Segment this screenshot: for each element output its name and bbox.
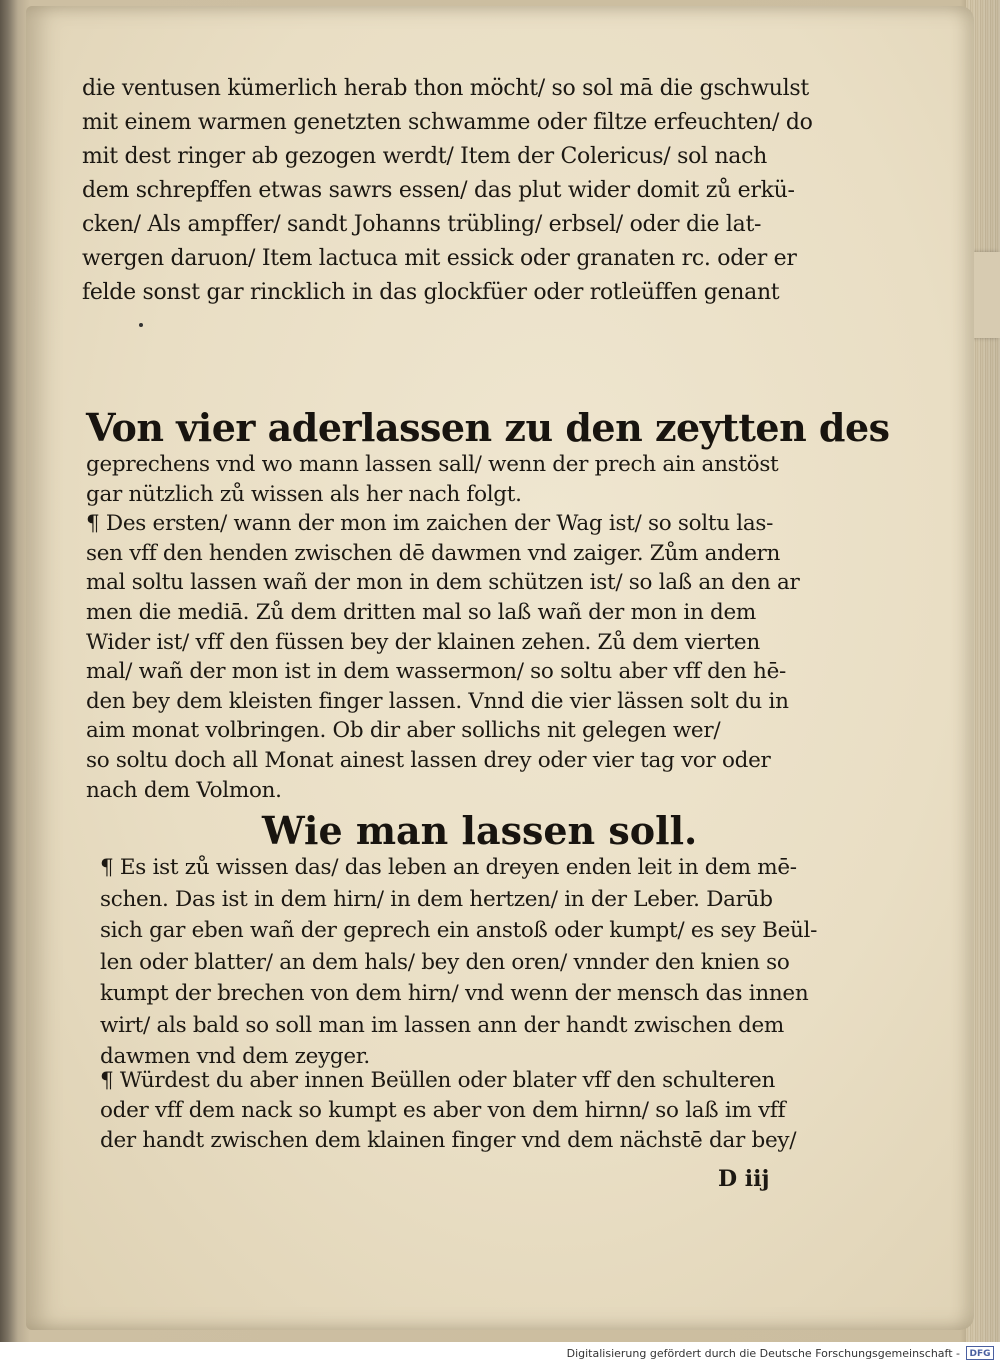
- paragraph-top: [82, 72, 822, 310]
- text-line: mit dest ringer ab gezogen werdt/ Item der Colericus/ sol nach: [82, 144, 768, 169]
- text-line: mal soltu lassen wañ der mon in dem schützen ist/ so laß an den ar: [86, 570, 800, 596]
- text-line: Wider ist/ vff den füssen bey der klainen zehen. Zů dem vierten: [86, 629, 760, 655]
- text-line: mal/ wañ der mon ist in dem wassermon/ so soltu aber vff den hē-: [86, 659, 786, 685]
- signature-mark: D iij: [718, 1166, 770, 1192]
- text-line: ¶ Des ersten/ wann der mon im zaichen der Wag ist/ so soltu las-: [86, 511, 774, 537]
- text-line: oder vff dem nack so kumpt es aber von dem hirnn/ so laß im vff: [100, 1098, 786, 1123]
- text-line: dem schrepffen etwas sawrs essen/ das plut wider domit zů erkü-: [82, 178, 795, 203]
- section-heading: Von vier aderlassen zu den zeytten des: [86, 405, 890, 450]
- text-line: der handt zwischen dem klainen finger vnd dem nächstē dar bey/: [100, 1128, 797, 1153]
- text-line: len oder blatter/ an dem hals/ bey den oren/ vnnder den knien so: [100, 949, 790, 975]
- dfg-logo: DFG: [966, 1346, 994, 1360]
- text-line: ¶ Würdest du aber innen Beüllen oder blater vff den schulteren: [100, 1068, 776, 1093]
- section-heading: Wie man lassen soll.: [262, 808, 698, 853]
- text-line: aim monat volbringen. Ob dir aber sollichs nit gelegen wer/: [86, 718, 721, 744]
- text-line: wirt/ als bald so soll man im lassen ann der handt zwischen dem: [100, 1012, 785, 1038]
- paragraph-beullen: [100, 1066, 840, 1156]
- text-line: dawmen vnd dem zeyger.: [100, 1044, 370, 1069]
- text-line: sich gar eben wañ der geprech ein anstoß oder kumpt/ es sey Beül-: [100, 918, 818, 943]
- text-line: sen vff den henden zwischen dē dawmen vnd zaiger. Zům andern: [86, 540, 781, 566]
- text-line: gar nützlich zů wissen als her nach folgt.: [86, 481, 522, 507]
- text-line: men die mediā. Zů dem dritten mal so laß wañ der mon in dem: [86, 599, 757, 625]
- text-line: mit einem warmen genetzten schwamme oder filtze erfeuchten/ do: [82, 110, 813, 135]
- text-line: schen. Das ist in dem hirn/ in dem hertzen/ in der Leber. Darūb: [100, 886, 773, 912]
- text-line: nach dem Volmon.: [86, 777, 282, 803]
- paragraph-leben: [100, 852, 840, 1073]
- footer: [0, 1342, 1000, 1365]
- text-line: geprechens vnd wo mann lassen sall/ wenn der prech ain anstöst: [86, 452, 779, 477]
- text-line: so soltu doch all Monat ainest lassen drey oder vier tag vor oder: [86, 747, 771, 773]
- text-line: die ventusen kümerlich herab thon möcht/ so sol mā die gschwulst: [82, 76, 809, 101]
- text-line: ¶ Es ist zů wissen das/ das leben an dreyen enden leit in dem mē-: [100, 855, 797, 880]
- funding-notice: Digitalisierung gefördert durch die Deutsche Forschungsgemeinschaft -: [566, 1347, 960, 1360]
- ink-spot: [139, 323, 143, 327]
- text-line: den bey dem kleisten finger lassen. Vnnd die vier lässen solt du in: [86, 688, 789, 714]
- text-line: cken/ Als ampffer/ sandt Johanns trübling/ erbsel/ oder die lat-: [82, 212, 762, 237]
- text-line: felde sonst gar rincklich in das glockfüer oder rotleüffen genant: [82, 280, 780, 305]
- text-line: kumpt der brechen von dem hirn/ vnd wenn der mensch das innen: [100, 981, 809, 1006]
- text-line: wergen daruon/ Item lactuca mit essick oder granaten rc. oder er: [82, 246, 797, 271]
- paragraph-aderlassen: [86, 450, 826, 805]
